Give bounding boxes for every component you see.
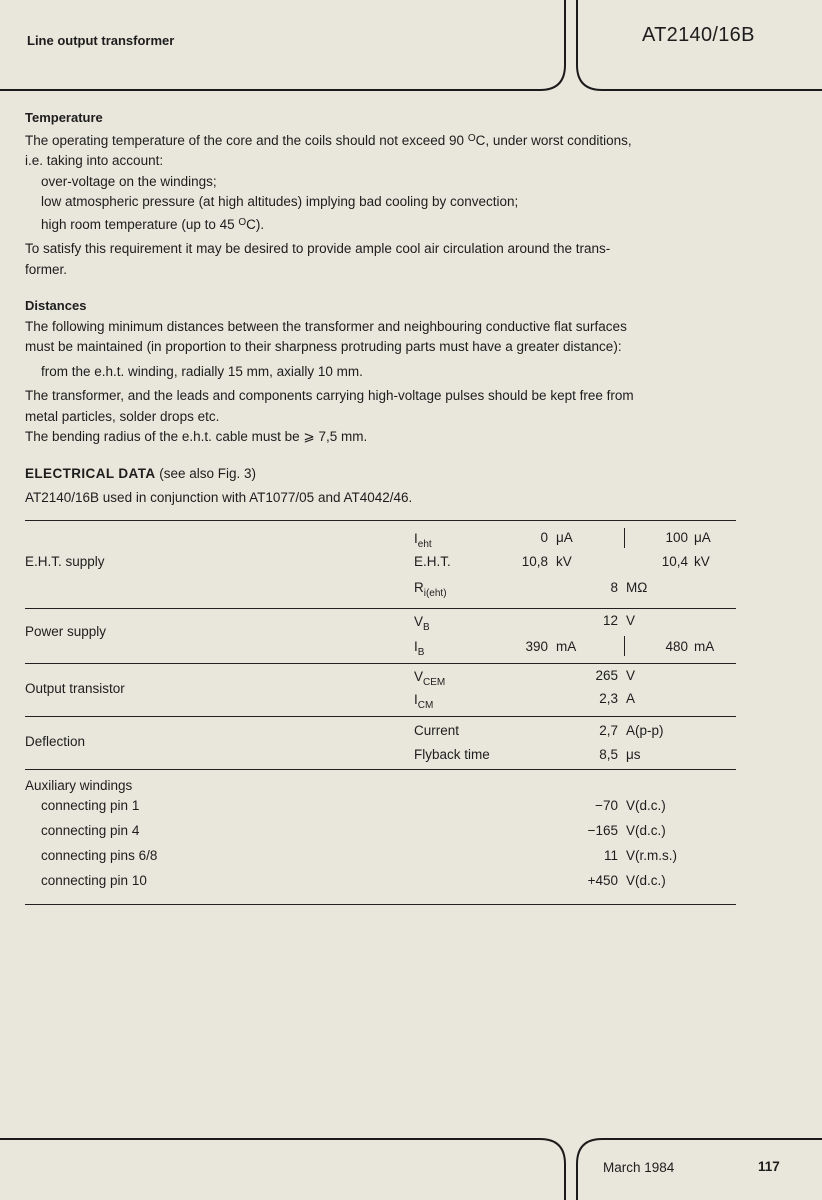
- ri-symbol: $R_{i(eht)}$: [414, 580, 447, 599]
- ib-unit-2: mA: [694, 639, 715, 654]
- ieht-value-2: 100: [665, 530, 688, 545]
- flyback-value: 8,5: [599, 747, 618, 762]
- table-rule: [25, 716, 736, 717]
- icm-symbol: $I_{CM}$: [414, 692, 434, 711]
- distances-para2-line1: The transformer, and the leads and components carrying high-voltage pulses should be kept free from: [25, 388, 634, 403]
- electrical-intro: AT2140/16B used in conjunction with AT1077/05 and AT4042/46.: [25, 490, 413, 505]
- header-title: Line output transformer: [27, 33, 175, 48]
- ieht-value-1: 0: [540, 530, 548, 545]
- distances-heading: Distances: [25, 298, 87, 313]
- temperature-heading: Temperature: [25, 110, 103, 125]
- pin4-unit: V(d.c.): [626, 823, 666, 838]
- output-transistor-label: Output transistor: [25, 681, 125, 696]
- table-rule: [25, 663, 736, 664]
- flyback-label: Flyback time: [414, 747, 490, 762]
- ieht-unit-2: μA: [694, 530, 711, 545]
- temperature-item-3: high room temperature (up to 45 $^O$C).: [41, 216, 265, 232]
- pin10-label: connecting pin 10: [41, 873, 147, 888]
- eht-supply-label: E.H.T. supply: [25, 554, 105, 569]
- vb-symbol: $V_B$: [414, 614, 430, 633]
- range-separator: [624, 528, 625, 548]
- current-value: 2,7: [599, 723, 618, 738]
- pin68-unit: V(r.m.s.): [626, 848, 677, 863]
- ib-value-2: 480: [665, 639, 688, 654]
- ib-unit-1: mA: [556, 639, 577, 654]
- aux-windings-label: Auxiliary windings: [25, 778, 133, 793]
- icm-value: 2,3: [599, 691, 618, 706]
- temperature-item-2: low atmospheric pressure (at high altitudes) implying bad cooling by convection;: [41, 194, 519, 209]
- eht-value-1: 10,8: [521, 554, 548, 569]
- flyback-unit: μs: [626, 747, 641, 762]
- pin10-unit: V(d.c.): [626, 873, 666, 888]
- distances-line1: The following minimum distances between the transformer and neighbouring conductive flat surfaces: [25, 318, 627, 334]
- eht-value-2: 10,4: [661, 554, 688, 569]
- table-rule-top: [25, 520, 736, 521]
- deflection-label: Deflection: [25, 734, 86, 749]
- page-number: 117: [758, 1159, 780, 1174]
- ieht-unit-1: μA: [556, 530, 573, 545]
- vcem-unit: V: [626, 668, 636, 683]
- current-unit: A(p-p): [626, 723, 664, 738]
- pin68-label: connecting pins 6/8: [41, 848, 158, 863]
- text-body: [25, 108, 745, 509]
- pin1-unit: V(d.c.): [626, 798, 666, 813]
- ib-symbol: $I_B$: [414, 639, 425, 658]
- ib-value-1: 390: [525, 639, 548, 654]
- pin1-value: −70: [595, 798, 618, 813]
- vb-value: 12: [602, 613, 618, 628]
- temperature-line1: The operating temperature of the core and the coils should not exceed 90 $^O$C, under worst conditions,: [25, 132, 632, 148]
- icm-unit: A: [626, 691, 636, 706]
- current-label: Current: [414, 723, 460, 738]
- ri-value: 8: [610, 580, 618, 595]
- table-rule-bottom: [25, 904, 736, 905]
- eht-unit-2: kV: [694, 554, 710, 569]
- electrical-heading: ELECTRICAL DATA (see also Fig. 3): [25, 465, 257, 481]
- vcem-symbol: $V_{CEM}$: [414, 669, 446, 688]
- pin4-label: connecting pin 4: [41, 823, 140, 838]
- pin4-value: −165: [587, 823, 618, 838]
- ieht-symbol: $I_{eht}$: [414, 531, 432, 550]
- range-separator: [624, 636, 625, 656]
- temperature-line2: i.e. taking into account:: [25, 153, 164, 168]
- distances-line2: must be maintained (in proportion to their sharpness protruding parts must have a greater distance):: [25, 339, 622, 354]
- eht-unit-1: kV: [556, 554, 572, 569]
- table-rule: [25, 769, 736, 770]
- pin68-value: 11: [603, 848, 618, 863]
- distances-item-1: from the e.h.t. winding, radially 15 mm, axially 10 mm.: [41, 363, 363, 379]
- ri-unit: MΩ: [626, 580, 648, 595]
- type-number: AT2140/16B: [642, 24, 755, 46]
- power-supply-label: Power supply: [25, 624, 107, 639]
- vcem-value: 265: [595, 668, 618, 683]
- vb-unit: V: [626, 613, 636, 628]
- footer-date: March 1984: [603, 1160, 675, 1175]
- distances-para3: The bending radius of the e.h.t. cable must be ⩾ 7,5 mm.: [25, 429, 368, 444]
- pin1-label: connecting pin 1: [41, 798, 140, 813]
- distances-para2-line2: metal particles, solder drops etc.: [25, 408, 220, 424]
- table-rule: [25, 608, 736, 609]
- pin10-value: +450: [587, 873, 618, 888]
- temperature-item-1: over-voltage on the windings;: [41, 173, 217, 189]
- eht-symbol: E.H.T.: [414, 554, 451, 569]
- temperature-para2-line2: former.: [25, 261, 68, 277]
- temperature-para2-line1: To satisfy this requirement it may be desired to provide ample cool air circulation around the trans-: [25, 241, 611, 256]
